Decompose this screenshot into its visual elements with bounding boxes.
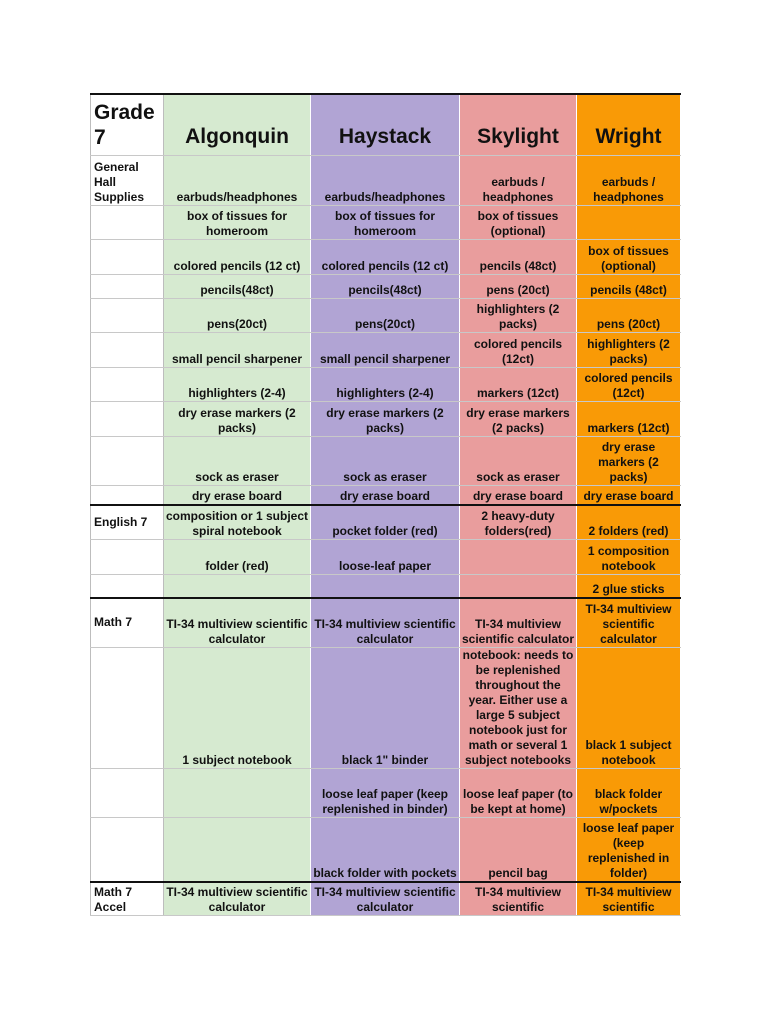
haystack-cell: loose-leaf paper (311, 539, 460, 574)
table-row (91, 401, 681, 436)
column-header-skylight: Skylight (460, 94, 577, 155)
wright-cell: black folder w/pockets (577, 768, 681, 817)
table-row (91, 817, 681, 882)
skylight-cell: earbuds / headphones (460, 155, 577, 205)
algonquin-cell: sock as eraser (164, 436, 311, 485)
haystack-cell: highlighters (2-4) (311, 367, 460, 401)
haystack-cell: colored pencils (12 ct) (311, 239, 460, 274)
skylight-cell: dry erase markers (2 packs) (460, 401, 577, 436)
wright-cell: pens (20ct) (577, 298, 681, 332)
row-label (91, 436, 164, 485)
haystack-cell: pencils(48ct) (311, 274, 460, 298)
haystack-cell: loose leaf paper (keep replenished in binder) (311, 768, 460, 817)
row-label (91, 768, 164, 817)
row-label (91, 367, 164, 401)
haystack-cell (311, 574, 460, 598)
algonquin-cell: folder (red) (164, 539, 311, 574)
algonquin-cell (164, 574, 311, 598)
row-label: English 7 (91, 505, 164, 539)
table-row (91, 574, 681, 598)
haystack-cell: box of tissues for homeroom (311, 205, 460, 239)
column-header-algonquin: Algonquin (164, 94, 311, 155)
table-row (91, 436, 681, 485)
algonquin-cell: dry erase markers (2 packs) (164, 401, 311, 436)
row-label (91, 239, 164, 274)
skylight-cell: dry erase board (460, 485, 577, 505)
column-header-wright: Wright (577, 94, 681, 155)
wright-cell: TI-34 multiview scientific (577, 882, 681, 915)
algonquin-cell: earbuds/headphones (164, 155, 311, 205)
wright-cell: pencils (48ct) (577, 274, 681, 298)
algonquin-cell: colored pencils (12 ct) (164, 239, 311, 274)
wright-cell: 1 composition notebook (577, 539, 681, 574)
wright-cell (577, 205, 681, 239)
haystack-cell: pens(20ct) (311, 298, 460, 332)
skylight-cell: pencil bag (460, 817, 577, 882)
table-row (91, 155, 681, 205)
algonquin-cell: TI-34 multiview scientific calculator (164, 882, 311, 915)
row-label (91, 401, 164, 436)
row-label (91, 539, 164, 574)
row-label: Math 7 Accel (91, 882, 164, 915)
row-label (91, 205, 164, 239)
skylight-cell: highlighters (2 packs) (460, 298, 577, 332)
wright-cell: box of tissues (optional) (577, 239, 681, 274)
table-row (91, 647, 681, 768)
supply-list-sheet (90, 93, 680, 926)
haystack-cell: black folder with pockets (311, 817, 460, 882)
skylight-cell: TI-34 multiview scientific (460, 882, 577, 915)
haystack-cell: pocket folder (red) (311, 505, 460, 539)
table-row (91, 298, 681, 332)
grade-label-line2: 7 (94, 125, 106, 149)
row-label (91, 817, 164, 882)
haystack-cell: earbuds/headphones (311, 155, 460, 205)
wright-cell: TI-34 multiview scientific calculator (577, 598, 681, 647)
wright-cell: loose leaf paper (keep replenished in folder) (577, 817, 681, 882)
haystack-cell: TI-34 multiview scientific calculator (311, 882, 460, 915)
wright-cell: markers (12ct) (577, 401, 681, 436)
row-label (91, 274, 164, 298)
algonquin-cell: box of tissues for homeroom (164, 205, 311, 239)
table-row (91, 332, 681, 367)
table-row (91, 367, 681, 401)
skylight-cell: colored pencils (12ct) (460, 332, 577, 367)
row-label: General Hall Supplies (91, 155, 164, 205)
algonquin-cell (164, 817, 311, 882)
row-label (91, 298, 164, 332)
wright-cell: earbuds / headphones (577, 155, 681, 205)
table-row (91, 485, 681, 505)
grade-label (91, 94, 164, 155)
table-row (91, 239, 681, 274)
algonquin-cell: 1 subject notebook (164, 647, 311, 768)
column-header-haystack: Haystack (311, 94, 460, 155)
haystack-cell: sock as eraser (311, 436, 460, 485)
table-row (91, 768, 681, 817)
haystack-cell: dry erase board (311, 485, 460, 505)
haystack-cell: black 1" binder (311, 647, 460, 768)
haystack-cell: small pencil sharpener (311, 332, 460, 367)
skylight-cell (460, 539, 577, 574)
table-row (91, 882, 681, 915)
haystack-cell: TI-34 multiview scientific calculator (311, 598, 460, 647)
algonquin-cell: pens(20ct) (164, 298, 311, 332)
wright-cell: 2 folders (red) (577, 505, 681, 539)
skylight-cell: notebook: needs to be replenished throughout the year. Either use a large 5 subject notebook just for math or several 1 subject notebooks (460, 647, 577, 768)
table-row (91, 598, 681, 647)
row-label (91, 574, 164, 598)
wright-cell: black 1 subject notebook (577, 647, 681, 768)
algonquin-cell: composition or 1 subject spiral notebook (164, 505, 311, 539)
algonquin-cell: dry erase board (164, 485, 311, 505)
row-label (91, 647, 164, 768)
skylight-cell: markers (12ct) (460, 367, 577, 401)
wright-cell: 2 glue sticks (577, 574, 681, 598)
wright-cell: highlighters (2 packs) (577, 332, 681, 367)
algonquin-cell (164, 768, 311, 817)
table-row (91, 539, 681, 574)
haystack-cell: dry erase markers (2 packs) (311, 401, 460, 436)
skylight-cell: pencils (48ct) (460, 239, 577, 274)
skylight-cell: sock as eraser (460, 436, 577, 485)
skylight-cell: loose leaf paper (to be kept at home) (460, 768, 577, 817)
table-row (91, 205, 681, 239)
skylight-cell: pens (20ct) (460, 274, 577, 298)
table-row (91, 274, 681, 298)
algonquin-cell: pencils(48ct) (164, 274, 311, 298)
skylight-cell: box of tissues (optional) (460, 205, 577, 239)
row-label: Math 7 (91, 598, 164, 647)
wright-cell: dry erase board (577, 485, 681, 505)
algonquin-cell: small pencil sharpener (164, 332, 311, 367)
row-label (91, 485, 164, 505)
supply-table (90, 93, 681, 916)
row-label (91, 332, 164, 367)
table-row (91, 505, 681, 539)
skylight-cell (460, 574, 577, 598)
header-row (91, 94, 681, 155)
algonquin-cell: highlighters (2-4) (164, 367, 311, 401)
algonquin-cell: TI-34 multiview scientific calculator (164, 598, 311, 647)
skylight-cell: 2 heavy-duty folders(red) (460, 505, 577, 539)
skylight-cell: TI-34 multiview scientific calculator (460, 598, 577, 647)
wright-cell: dry erase markers (2 packs) (577, 436, 681, 485)
grade-label-line1: Grade (94, 100, 155, 124)
wright-cell: colored pencils (12ct) (577, 367, 681, 401)
